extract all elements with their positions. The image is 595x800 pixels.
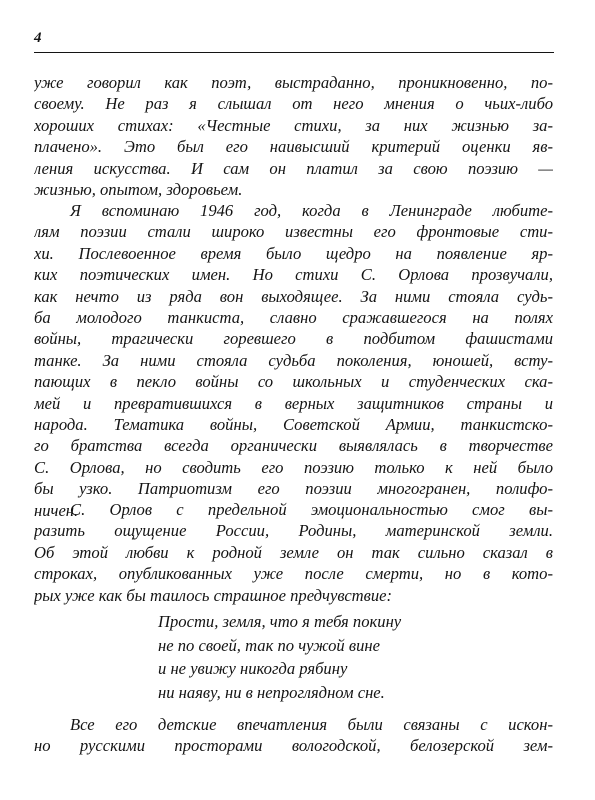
text-line: мей и превратившихся в верных защитников страны и [34,393,553,413]
text-line: как нечто из ряда вон выходящее. За ними стояла судь- [34,286,553,306]
page-number: 4 [34,30,42,46]
poem-line: ни наяву, ни в непроглядном сне. [158,682,385,702]
text-line: С. Орлова, но сводить его поэзию только к ней было [34,457,553,477]
text-line: жизнью, опытом, здоровьем. [34,180,243,200]
poem-quote [158,610,401,704]
text-line: войны, трагически горевшего в подбитом фашистами [34,329,553,349]
text-line: лям поэзии стали широко известны его фронтовые сти- [34,222,553,242]
text-line: С. Орлов с предельной эмоциональностью смог вы- [70,500,553,519]
text-line: ничен. [34,500,79,520]
text-line: плачено». Это был его наивысший критерий оценки яв- [34,137,553,157]
poem-line: Прости, земля, что я тебя покину [158,612,402,631]
text-line: пающих в пекло войны со школьных и студенческих ска- [34,372,553,392]
text-line: строках, опубликованных уже после смерти, но в кото- [34,564,553,584]
paragraph-4 [34,714,553,757]
text-line: ления искусства. И сам он платил за свою поэзию — [34,158,553,178]
text-line: но русскими просторами вологодской, белозерской зем- [34,736,553,756]
text-line: ких поэтических имен. Но стихи С. Орлова прозвучали, [34,265,553,285]
text-line: го братства всегда органически выявлялась в творчестве [34,436,553,456]
poem-line: не по своей, так по чужой вине [158,635,380,655]
poem-line: и не увижу никогда рябину [158,659,348,678]
header-rule [34,52,554,53]
text-line: Об этой любви к родной земле он так сильно сказал в [34,542,553,562]
paragraph-1 [34,72,553,200]
text-line: своему. Не раз я слышал от него мнения о чьих-либо [34,94,553,114]
text-line: хи. Послевоенное время было щедро на появление яр- [34,243,553,263]
text-line: Я вспоминаю 1946 год, когда в Ленинграде любите- [70,201,553,220]
text-line: рых уже как бы таилось страшное предчувствие: [34,585,393,605]
text-line: танке. За ними стояла судьба поколения, юношей, всту- [34,350,553,370]
paragraph-2 [34,200,553,521]
text-line: ба молодого танкиста, славно сражавшегося на полях [34,308,553,328]
text-line: народа. Тематика войны, Советской Армии, танкистско- [34,415,553,435]
paragraph-3 [34,499,553,606]
text-line: разить ощущение России, Родины, материнской земли. [34,521,553,541]
text-line: хороших стихах: «Честные стихи, за них жизнью за- [34,115,553,135]
text-line: Все его детские впечатления были связаны с искон- [70,715,553,734]
text-line: бы узко. Патриотизм его поэзии многогранен, полифо- [34,479,553,499]
text-line: уже говорил как поэт, выстраданно, проникновенно, по- [34,73,553,92]
